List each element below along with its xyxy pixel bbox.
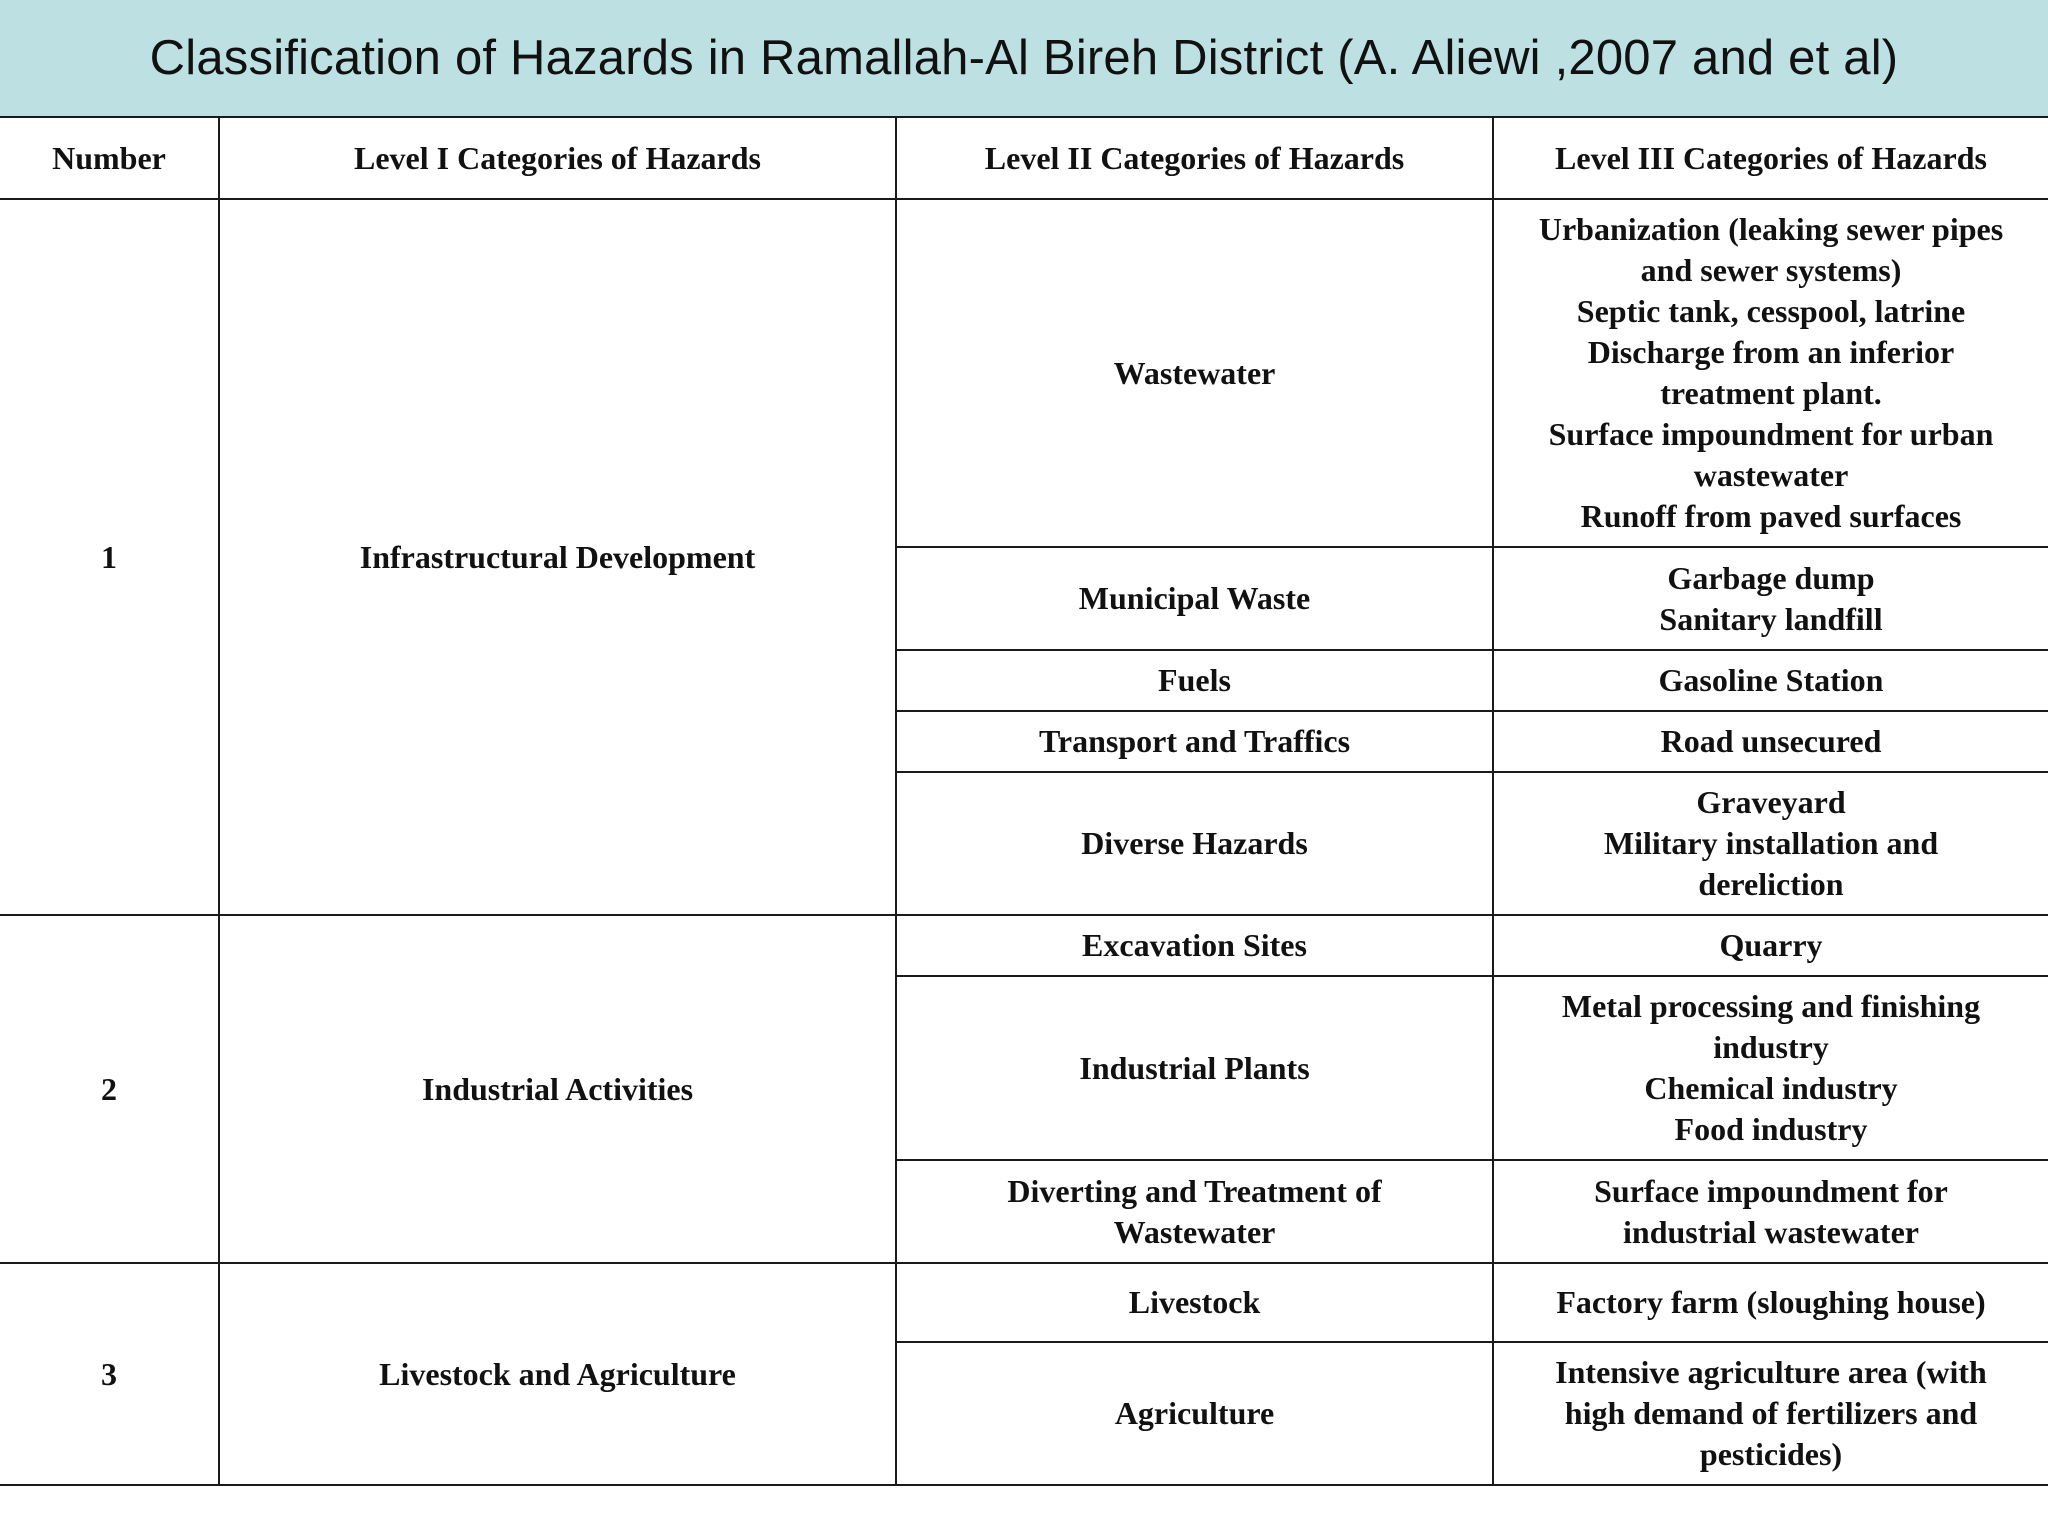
group-number: 2 [0, 915, 219, 1263]
group-number: 3 [0, 1263, 219, 1485]
level1-cell: Livestock and Agriculture [219, 1263, 896, 1485]
header-level3: Level III Categories of Hazards [1493, 117, 2048, 199]
level2-cell: Wastewater [896, 199, 1493, 547]
level2-cell: Industrial Plants [896, 976, 1493, 1160]
level2-cell: Excavation Sites [896, 915, 1493, 976]
level3-cell: Garbage dump Sanitary landfill [1493, 547, 2048, 650]
level3-cell: Gasoline Station [1493, 650, 2048, 711]
level1-cell: Infrastructural Development [219, 199, 896, 915]
level2-cell: Diverting and Treatment of Wastewater [896, 1160, 1493, 1263]
level3-cell: Urbanization (leaking sewer pipes and sewer systems) Septic tank, cesspool, latrine Discharge from an inferior treatment plant. Surface impoundment for urban wastewater Runoff from paved surfaces [1493, 199, 2048, 547]
header-level1: Level I Categories of Hazards [219, 117, 896, 199]
level2-cell: Agriculture [896, 1342, 1493, 1485]
level3-cell: Road unsecured [1493, 711, 2048, 772]
header-level2: Level II Categories of Hazards [896, 117, 1493, 199]
level3-cell: Intensive agriculture area (with high demand of fertilizers and pesticides) [1493, 1342, 2048, 1485]
level2-cell: Fuels [896, 650, 1493, 711]
table-row [0, 1263, 2048, 1342]
hazards-table [0, 116, 2048, 1486]
header-row [0, 117, 2048, 199]
group-number: 1 [0, 199, 219, 915]
level1-cell: Industrial Activities [219, 915, 896, 1263]
header-number: Number [0, 117, 219, 199]
level2-cell: Livestock [896, 1263, 1493, 1342]
level2-cell: Diverse Hazards [896, 772, 1493, 915]
level3-cell: Factory farm (sloughing house) [1493, 1263, 2048, 1342]
page-title: Classification of Hazards in Ramallah-Al Bireh District (A. Aliewi ,2007 and et al) [149, 31, 1899, 85]
level3-cell: Metal processing and finishing industry Chemical industry Food industry [1493, 976, 2048, 1160]
level2-cell: Municipal Waste [896, 547, 1493, 650]
level3-cell: Surface impoundment for industrial wastewater [1493, 1160, 2048, 1263]
level3-cell: Quarry [1493, 915, 2048, 976]
table-row [0, 915, 2048, 976]
level2-cell: Transport and Traffics [896, 711, 1493, 772]
table-row [0, 199, 2048, 547]
title-bar [0, 0, 2048, 117]
level3-cell: Graveyard Military installation and dereliction [1493, 772, 2048, 915]
